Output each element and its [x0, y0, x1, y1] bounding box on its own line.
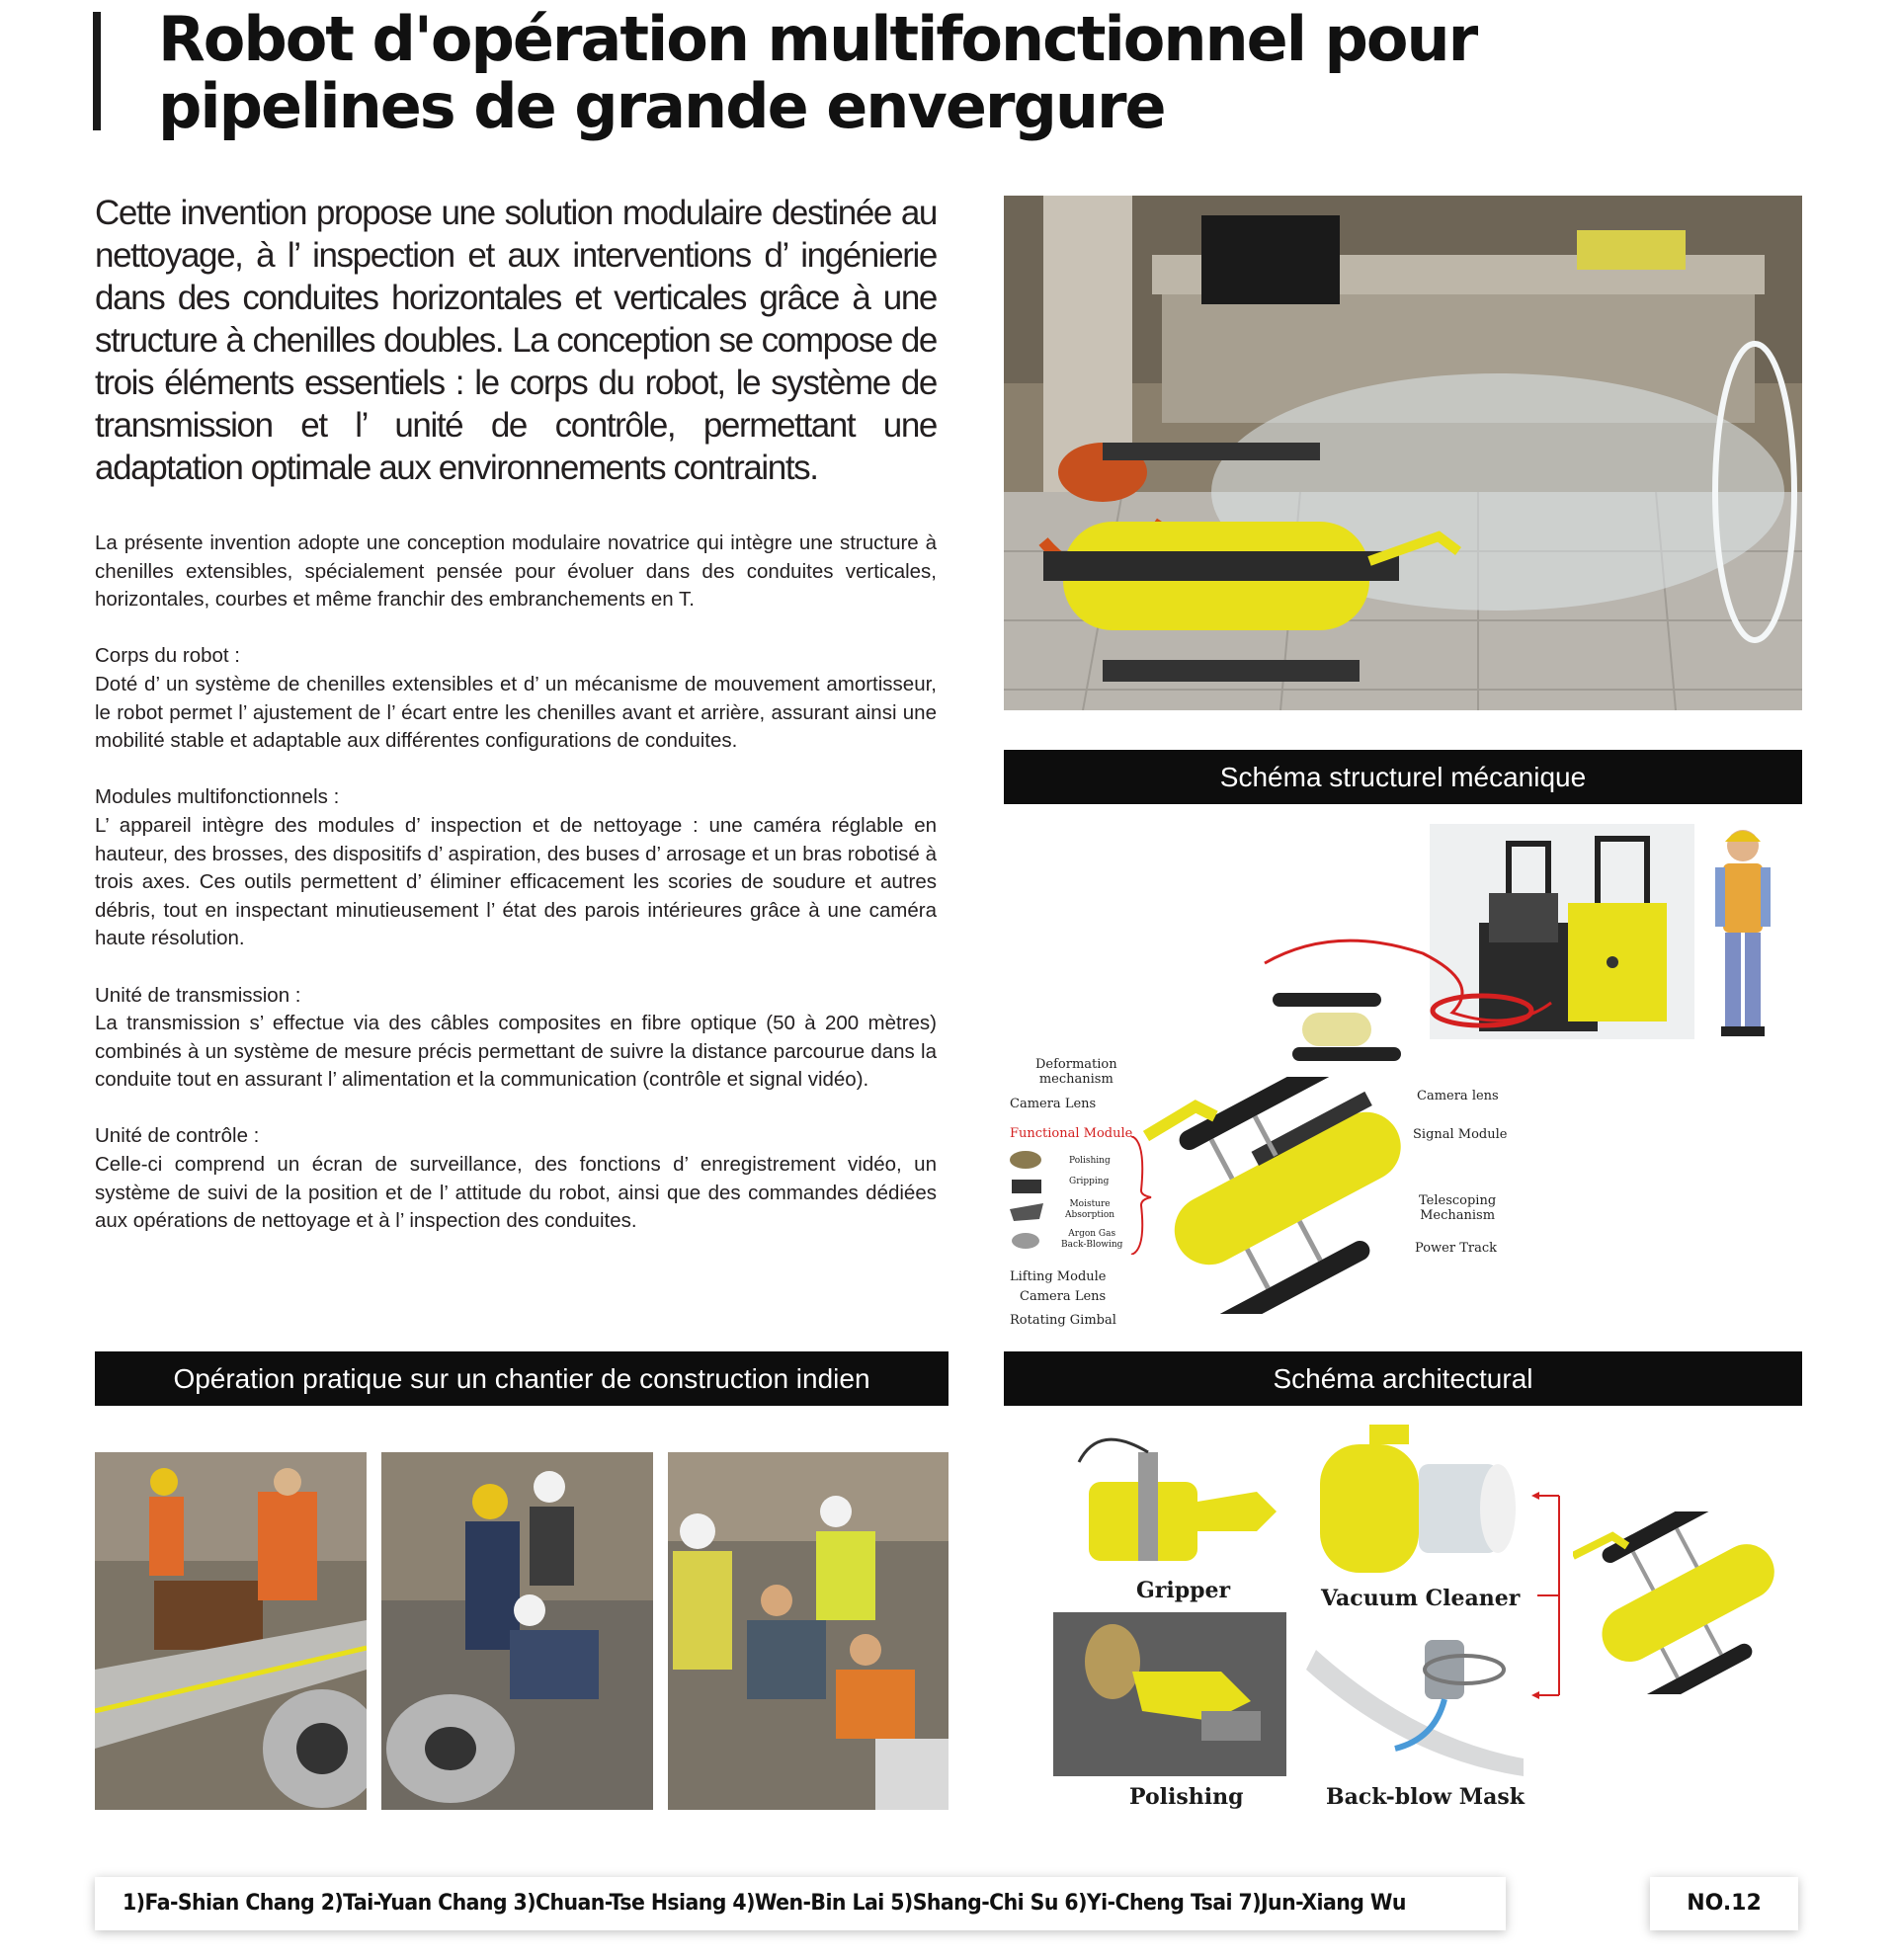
- label-power-track: Power Track: [1415, 1241, 1498, 1256]
- red-link-bracket: [1529, 1492, 1569, 1699]
- site-photo-2: [381, 1452, 653, 1810]
- description-body: [95, 530, 937, 1236]
- label-argon-gas: Argon Gas Back-Blowing: [1061, 1229, 1123, 1250]
- section-heading-control: Unité de contrôle :: [95, 1124, 260, 1148]
- section-heading-transmission: Unité de transmission :: [95, 983, 301, 1007]
- site-photo-3: [668, 1452, 948, 1810]
- robot-small-render: [1263, 983, 1411, 1077]
- red-bracket: [1126, 1136, 1156, 1255]
- section-bar-architecture: Schéma architectural: [1004, 1351, 1802, 1406]
- intro-paragraph: La présente invention adopte une conception modulaire novatrice qui intègre une structure à chenilles extensibles, spécialement pensée pour évoluer dans des conduites verticales, horizontales, courbes et même franchir des embranchements en T.: [95, 531, 937, 612]
- section-text-robot-body: Doté d’ un système de chenilles extensibles et d’ un mécanisme de mouvement amortisseur, le robot permet l’ ajustement de l’ écart entre les chenilles avant et arrière, assurant ainsi une mobilité stable et adaptable aux différentes configurations de conduites.: [95, 672, 937, 753]
- label-lifting-module: Lifting Module: [1010, 1269, 1107, 1284]
- label-moisture-absorption: Moisture Absorption: [1065, 1199, 1115, 1220]
- label-camera-lens-top: Camera Lens: [1010, 1097, 1097, 1111]
- section-heading-robot-body: Corps du robot :: [95, 644, 240, 668]
- backblow-module-image: [1306, 1620, 1527, 1776]
- module-icons-column: [1006, 1148, 1047, 1257]
- section-bar-site-operation: Opération pratique sur un chantier de construction indien: [95, 1351, 948, 1406]
- label-functional-module: Functional Module: [1010, 1126, 1133, 1141]
- polishing-module-image: [1053, 1612, 1286, 1776]
- label-camera-lens-bottom: Camera Lens: [1020, 1289, 1107, 1304]
- page-title: [158, 3, 1522, 142]
- label-signal-module: Signal Module: [1413, 1127, 1508, 1142]
- page-title-line-1: Robot d'opération multifonctionnel pour: [158, 3, 1477, 75]
- section-text-modules: L’ appareil intègre des modules d’ inspection et de nettoyage : une caméra réglable en hauteur, des brosses, des dispositifs d’ aspiration, des buses d’ arrosage et un bras robotisé à trois axes. Ces outils permettent d’ éliminer efficacement les scories de soudure et autres débris, tout en inspectant minutieusement l’ état des parois intérieures grâce à une caméra haute résolution.: [95, 813, 937, 950]
- caption-vacuum-cleaner: Vacuum Cleaner: [1321, 1586, 1521, 1611]
- lead-paragraph: Cette invention propose une solution modulaire destinée au nettoyage, à l’ inspection et aux interventions d’ ingénierie dans des conduites horizontales et verticales grâce à une structure à chenilles doubles. La conception se compose de trois éléments essentiels : le corps du robot, le système de transmission et l’ unité de contrôle, permettant une adaptation optimale aux environnements contraints.: [95, 194, 937, 487]
- robot-in-pipe-photo: [1004, 196, 1802, 710]
- label-deformation-mechanism: Deformation mechanism: [1035, 1057, 1117, 1087]
- caption-backblow-mask: Back-blow Mask: [1326, 1784, 1525, 1810]
- section-heading-modules: Modules multifonctionnels :: [95, 785, 340, 809]
- label-polishing: Polishing: [1069, 1156, 1111, 1166]
- label-gripping: Gripping: [1069, 1177, 1110, 1186]
- assembled-robot-image: [1573, 1511, 1780, 1694]
- label-camera-lens-right: Camera lens: [1417, 1089, 1499, 1103]
- poster-number: NO.12: [1650, 1877, 1798, 1930]
- title-accent-bar: [93, 12, 101, 130]
- gripper-module-image: [1059, 1423, 1282, 1579]
- robot-exploded-render: [1136, 1077, 1413, 1314]
- page-title-line-2: pipelines de grande envergure: [158, 70, 1165, 142]
- site-photo-1: [95, 1452, 367, 1810]
- section-text-transmission: La transmission s’ effectue via des câbles composites en fibre optique (50 à 200 mètres) combinés à un système de mesure précis permettant de suivre la distance parcourue dans la conduite tout en assurant l’ alimentation et la communication (contrôle et signal vidéo).: [95, 1012, 937, 1092]
- label-rotating-gimbal: Rotating Gimbal: [1010, 1313, 1116, 1328]
- authors-list: 1)Fa-Shian Chang 2)Tai-Yuan Chang 3)Chuan-Tse Hsiang 4)Wen-Bin Lai 5)Shang-Chi Su 6)Yi-Cheng Tsai 7)Jun-Xiang Wu: [123, 1891, 1406, 1916]
- section-bar-mechanical: Schéma structurel mécanique: [1004, 750, 1802, 804]
- caption-gripper: Gripper: [1136, 1578, 1231, 1603]
- caption-polishing: Polishing: [1129, 1784, 1244, 1810]
- worker-figure: [1693, 824, 1792, 1041]
- vacuum-module-image: [1310, 1415, 1526, 1583]
- section-text-control: Celle-ci comprend un écran de surveillance, des fonctions d’ enregistrement vidéo, un système de suivi de la position et de l’ attitude du robot, ainsi que des commandes dédiées aux opérations de nettoyage et à l’ inspection des conduites.: [95, 1153, 937, 1233]
- label-telescoping-mechanism: Telescoping Mechanism: [1419, 1193, 1497, 1223]
